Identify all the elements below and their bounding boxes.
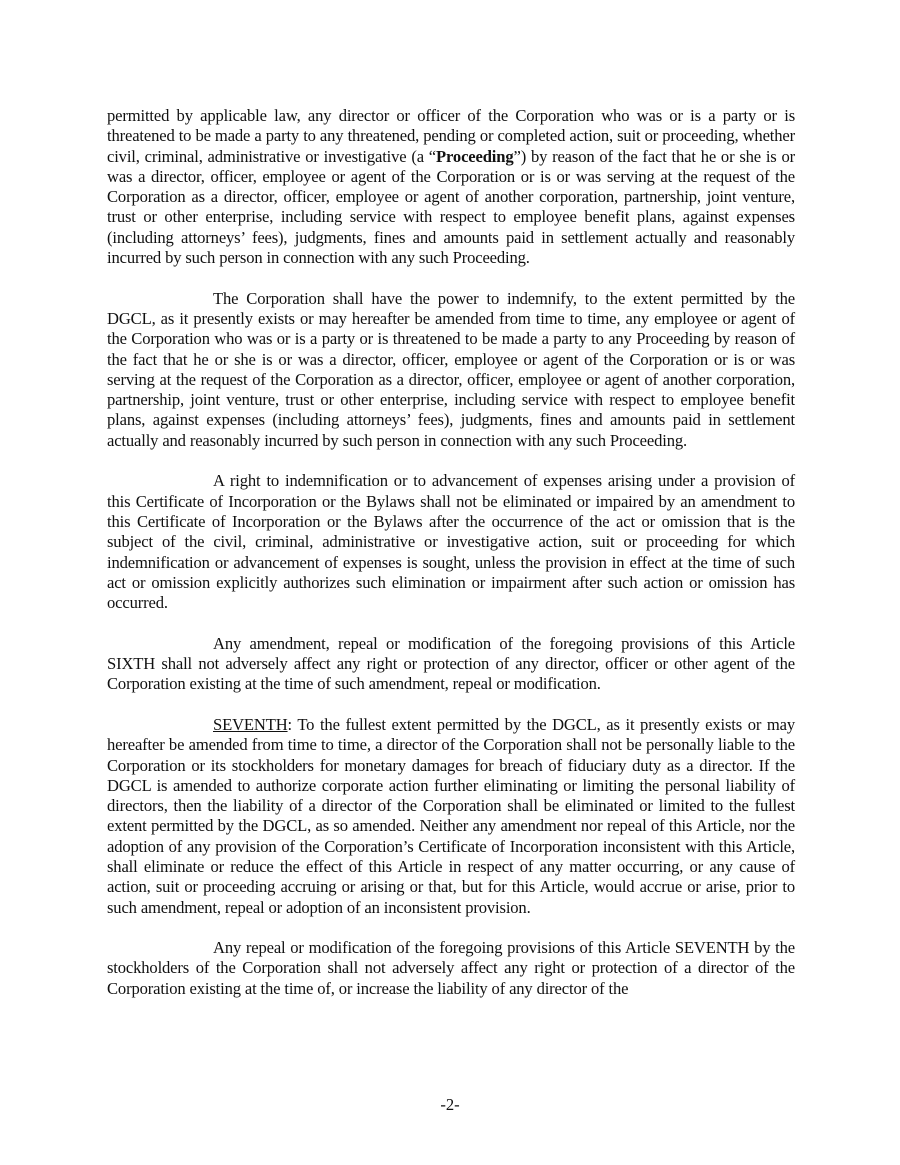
paragraph-article-seventh-repeal: Any repeal or modification of the foregoing provisions of this Article SEVENTH by the stockholders of the Corporation shall not adversely affect any right or protection of a director of the Corporation existing at the time of, or increase the liability of any director of the bbox=[107, 938, 795, 998]
paragraph-indemnification-directors bbox=[107, 106, 795, 268]
article-heading-seventh: SEVENTH bbox=[213, 714, 288, 734]
paragraph-text: permitted by applicable law, any director or officer of the Corporation who was or is a party or is threatened to be made a party to any threatened, pending or completed action, suit or proceeding, whether civil, criminal, administrative or investigative (a “ bbox=[107, 106, 795, 166]
paragraph-article-sixth-amendment: Any amendment, repeal or modification of the foregoing provisions of this Article SIXTH shall not adversely affect any right or protection of any director, officer or other agent of the Corporation existing at the time of such amendment, repeal or modification. bbox=[107, 633, 795, 694]
page-number: -2- bbox=[440, 1095, 460, 1114]
paragraph-indemnification-employees: The Corporation shall have the power to indemnify, to the extent permitted by the DGCL, as it presently exists or may hereafter be amended from time to time, any employee or agent of the Corporation who was or is a party or is threatened to be made a party to any Proceeding by reason of the fact that he or she is or was a director, officer, employee or agent of the Corporation or is or was serving at the request of the Corporation as a director, officer, employee or agent of another corporation, partnership, joint venture, trust or other enterprise, including service with respect to employee benefit plans, against expenses (including attorneys’ fees), judgments, fines and amounts paid in settlement actually and reasonably incurred by such person in connection with any such Proceeding. bbox=[107, 288, 795, 450]
paragraph-text: : To the fullest extent permitted by the DGCL, as it presently exists or may hereafter be amended from time to time, a director of the Corporation shall not be personally liable to the Corporation or its stockholders for monetary damages for breach of fiduciary duty as a director. If the DGCL is amended to authorize corporate action further eliminating or limiting the personal liability of directors, then the liability of a director of the Corporation shall be eliminated or limited to the fullest extent permitted by the DGCL, as so amended. Neither any amendment nor repeal of this Article, nor the adoption of any provision of the Corporation’s Certificate of Incorporation inconsistent with this Article, shall eliminate or reduce the effect of this Article in respect of any matter occurring, or any cause of action, suit or proceeding accruing or arising or that, but for this Article, would accrue or arise, prior to such amendment, repeal or adoption of an inconsistent provision. bbox=[107, 714, 795, 917]
document-page bbox=[107, 106, 795, 1019]
defined-term-proceeding: Proceeding bbox=[436, 146, 514, 166]
paragraph-text: ”) by reason of the fact that he or she is or was a director, officer, employee or agent of the Corporation or is or was serving at the request of the Corporation as a director, officer, employee or agent of another corporation, partnership, joint venture, trust or other enterprise, including service with respect to employee benefit plans, against expenses (including attorneys’ fees), judgments, fines and amounts paid in settlement actually and reasonably incurred by such person in connection with any such Proceeding. bbox=[107, 146, 796, 268]
paragraph-right-to-indemnification: A right to indemnification or to advancement of expenses arising under a provision of this Certificate of Incorporation or the Bylaws shall not be eliminated or impaired by an amendment to this Certificate of Incorporation or the Bylaws after the occurrence of the act or omission that is the subject of the civil, criminal, administrative or investigative action, suit or proceeding for which indemnification or advancement of expenses is sought, unless the provision in effect at the time of such act or omission explicitly authorizes such elimination or impairment after such action or omission has occurred. bbox=[107, 471, 795, 613]
paragraph-article-seventh bbox=[107, 715, 795, 918]
